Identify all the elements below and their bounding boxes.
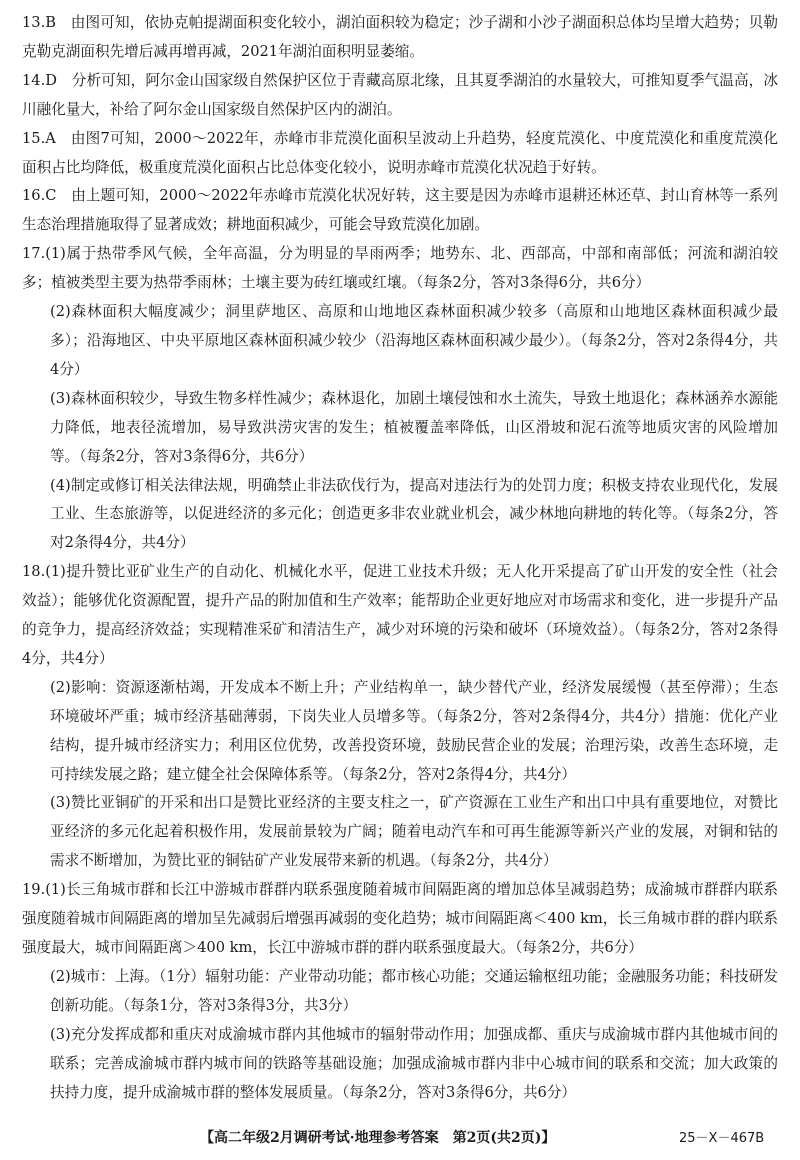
answer-17-4: (4)制定或修订相关法律法规，明确禁止非法砍伐行为，提高对违法行为的处罚力度；积极支持农业现代化，发展工业、生态旅游等，以促进经济的多元化；创造更多非农业就业机会，减少林地向耕地的转化等。（每条2分，答对2条得4分，共4分） bbox=[50, 476, 778, 552]
answer-18-1: 18.(1)提升赞比亚矿业生产的自动化、机械化水平，促进工业技术升级；无人化开采提高了矿山开发的安全性（社会效益）；能够优化资源配置，提升产品的附加值和生产效率；能帮助企业更好地应对市场需求和变化，进一步提升产品的竞争力，提高经济效益；实现精准采矿和清洁生产，减少对环境的污染和破坏（环境效益）。（每条2分，答对2条得4分，共4分） bbox=[22, 563, 778, 667]
answer-19-2: (2)城市：上海。（1分）辐射功能：产业带动功能；都市核心功能；交通运输枢纽功能；金融服务功能；科技研发创新功能。（每条1分，答对3条得3分，共3分） bbox=[50, 967, 778, 1014]
answer-content bbox=[22, 9, 778, 1107]
answer-13: 13.B 由图可知，依协克帕提湖面积变化较小，湖泊面积较为稳定；沙子湖和小沙子湖面积总体均呈增大趋势；贝勒克勒克湖面积先增后减再增再减，2021年湖泊面积明显萎缩。 bbox=[22, 14, 778, 60]
footer-code: 25－X－467B bbox=[679, 1131, 765, 1146]
answer-19-3: (3)充分发挥成都和重庆对成渝城市群内其他城市的辐射带动作用；加强成都、重庆与成渝城市群内其他城市间的联系；完善成渝城市群内城市间的铁路等基础设施；加强成渝城市群内非中心城市间的联系和交流；加大政策的扶持力度，提升成渝城市群的整体发展质量。（每条2分，答对3条得6分，共6分） bbox=[50, 1025, 778, 1101]
answer-19-1: 19.(1)长三角城市群和长江中游城市群群内联系强度随着城市间隔距离的增加总体呈减弱趋势；成渝城市群群内联系强度随着城市间隔距离的增加呈先减弱后增强再减弱的变化趋势；城市间隔距离＜400 km，长三角城市群的群内联系强度最大，城市间隔距离＞400 km，长江中游城市群的群内联系强度最大。（每条2分，共6分） bbox=[22, 881, 778, 956]
answer-16: 16.C 由上题可知，2000～2022年赤峰市荒漠化状况好转，这主要是因为赤峰市退耕还林还草、封山育林等一系列生态治理措施取得了显著成效；耕地面积减少，可能会导致荒漠化加剧。 bbox=[22, 187, 778, 234]
answer-18-3: (3)赞比亚铜矿的开采和出口是赞比亚经济的主要支柱之一，矿产资源在工业生产和出口中具有重要地位，对赞比亚经济的多元化起着积极作用，发展前景较为广阔；随着电动汽车和可再生能源等新兴产业的发展，对铜和钴的需求不断增加，为赞比亚的铜钴矿产业发展带来新的机遇。（每条2分，共4分） bbox=[50, 794, 778, 870]
answer-17-3: (3)森林面积较少，导致生物多样性减少；森林退化，加剧土壤侵蚀和水土流失，导致土地退化；森林涵养水源能力降低，地表径流增加，易导致洪涝灾害的发生；植被覆盖率降低，山区滑坡和泥石流等地质灾害的风险增加等。（每条2分，答对3条得6分，共6分） bbox=[50, 389, 778, 465]
answer-17-2: (2)森林面积大幅度减少；洞里萨地区、高原和山地地区森林面积减少较多（高原和山地地区森林面积减少最多）；沿海地区、中央平原地区森林面积减少较少（沿海地区森林面积减少最少）。（每条2分，答对2条得4分，共4分） bbox=[50, 303, 778, 378]
footer-title: 【高二年级2月调研考试·地理参考答案 第2页(共2页)】 bbox=[200, 1130, 556, 1146]
answer-17-1: 17.(1)属于热带季风气候，全年高温，分为明显的旱雨两季；地势东、北、西部高，中部和南部低；河流和湖泊较多；植被类型主要为热带季雨林；土壤主要为砖红壤或红壤。（每条2分，答对3条得6分，共6分） bbox=[22, 245, 778, 292]
answer-14: 14.D 分析可知，阿尔金山国家级自然保护区位于青藏高原北缘，且其夏季湖泊的水量较大，可推知夏季气温高，冰川融化量大，补给了阿尔金山国家级自然保护区内的湖泊。 bbox=[22, 71, 778, 118]
answer-18-2: (2)影响：资源逐渐枯竭，开发成本不断上升；产业结构单一，缺少替代产业，经济发展缓慢（甚至停滞）；生态环境破坏严重；城市经济基础薄弱，下岗失业人员增多等。（每条2分，答对2条得4分，共4分）措施：优化产业结构，提升城市经济实力；利用区位优势，改善投资环境，鼓励民营企业的发展；治理污染，改善生态环境，走可持续发展之路；建立健全社会保障体系等。（每条2分，答对2条得4分，共4分） bbox=[50, 678, 778, 783]
answer-15: 15.A 由图7可知，2000～2022年，赤峰市非荒漠化面积呈波动上升趋势，轻度荒漠化、中度荒漠化和重度荒漠化面积占比均降低，极重度荒漠化面积占比总体变化较小，说明赤峰市荒漠化状况趋于好转。 bbox=[22, 129, 778, 176]
